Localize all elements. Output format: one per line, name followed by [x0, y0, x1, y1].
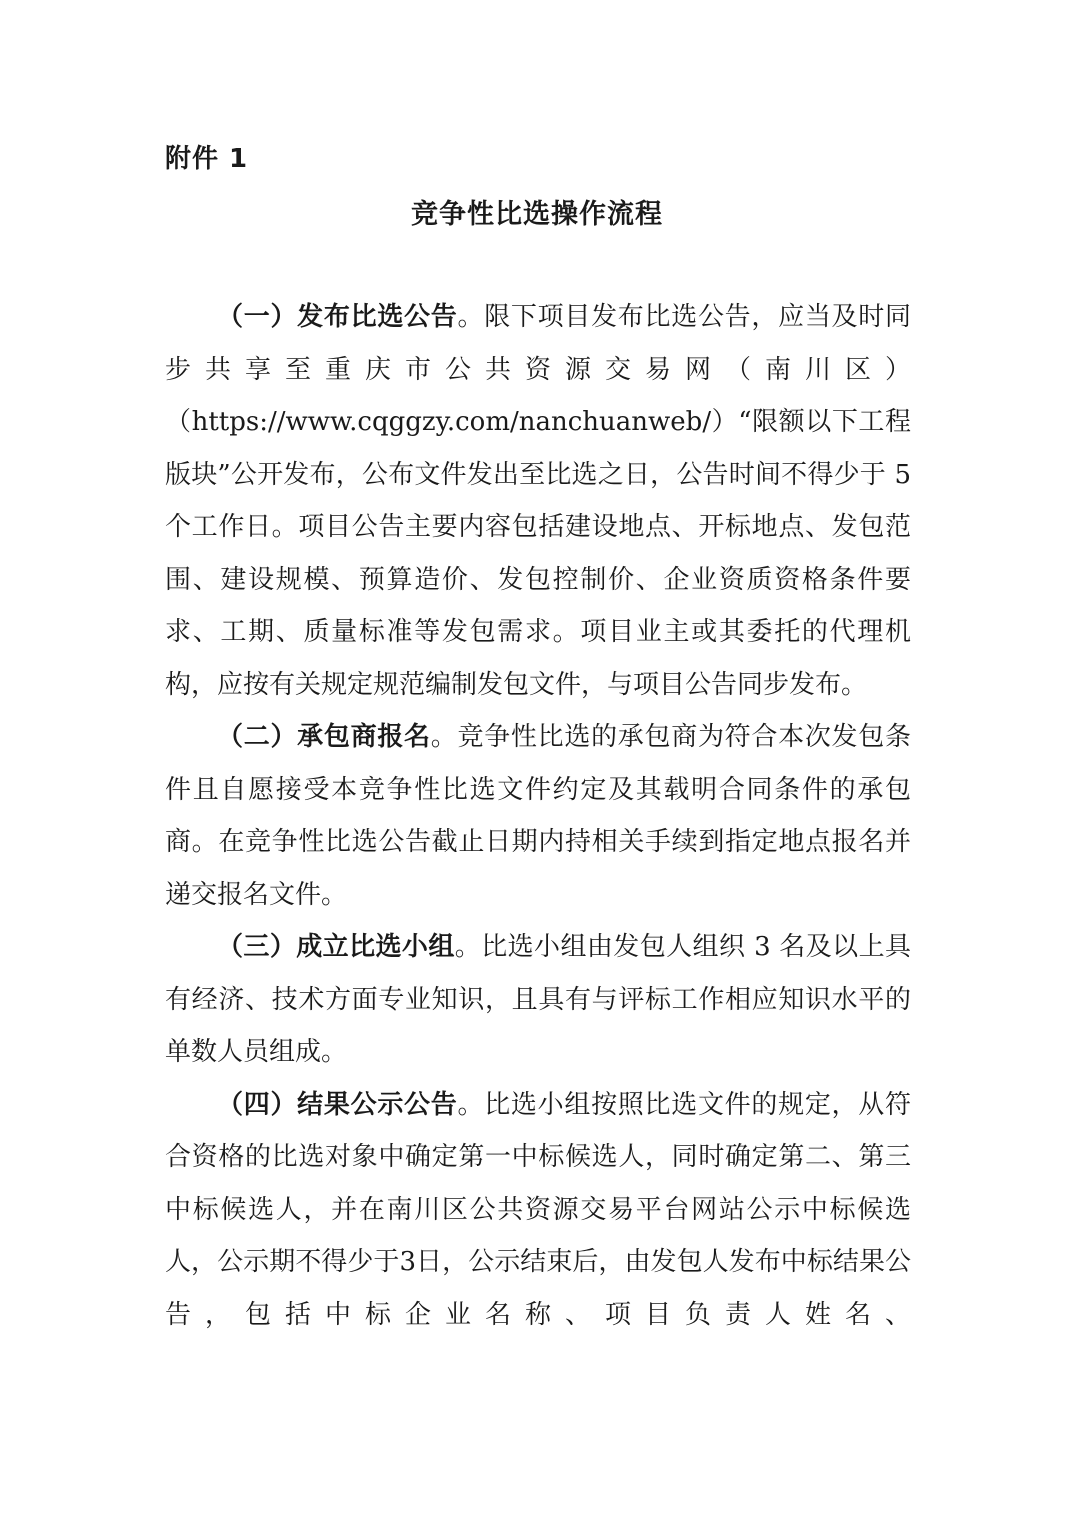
section-paragraph-4 [165, 1079, 911, 1342]
section-paragraph-1 [165, 291, 911, 711]
document-body [165, 291, 911, 1341]
section-heading-4: （四）结果公示公告 [217, 1089, 458, 1120]
section-text-1: 。限下项目发布比选公告，应当及时同步共享至重庆市公共资源交易网（南川区）（https://www.cqggzy.com/nanchuanweb/）“限额以下工程版块”公开发布，公布文件发出至比选之日，公告时间不得少于 5 个工作日。项目公告主要内容包括建设地点、开标地点、发包范围、建设规模、预算造价、发包控制价、企业资质资格条件要求、工期、质量标准等发包需求。项目业主或其委托的代理机构，应按有关规定规范编制发包文件，与项目公告同步发布。 [165, 302, 911, 700]
section-heading-2: （二）承包商报名 [217, 722, 431, 752]
section-text-2: 。竞争性比选的承包商为符合本次发包条件且自愿接受本竞争性比选文件约定及其载明合同条件的承包商。在竞争性比选公告截止日期内持相关手续到指定地点报名并递交报名文件。 [165, 722, 911, 910]
attachment-label: 附件 1 [165, 144, 249, 174]
section-paragraph-3 [165, 921, 911, 1079]
section-text-3: 。比选小组由发包人组织 3 名及以上具有经济、技术方面专业知识，且具有与评标工作相应知识水平的单数人员组成。 [165, 932, 911, 1067]
document-title: 竞争性比选操作流程 [411, 199, 663, 230]
section-heading-3: （三）成立比选小组 [217, 932, 455, 962]
section-paragraph-2 [165, 711, 911, 921]
section-text-4: 。比选小组按照比选文件的规定，从符合资格的比选对象中确定第一中标候选人，同时确定第二、第三中标候选人，并在南川区公共资源交易平台网站公示中标候选人，公示期不得少于3日，公示结束后，由发包人发布中标结果公告，包括中标企业名称、项目负责人姓名、 [165, 1089, 911, 1330]
section-heading-1: （一）发布比选公告 [217, 302, 458, 332]
